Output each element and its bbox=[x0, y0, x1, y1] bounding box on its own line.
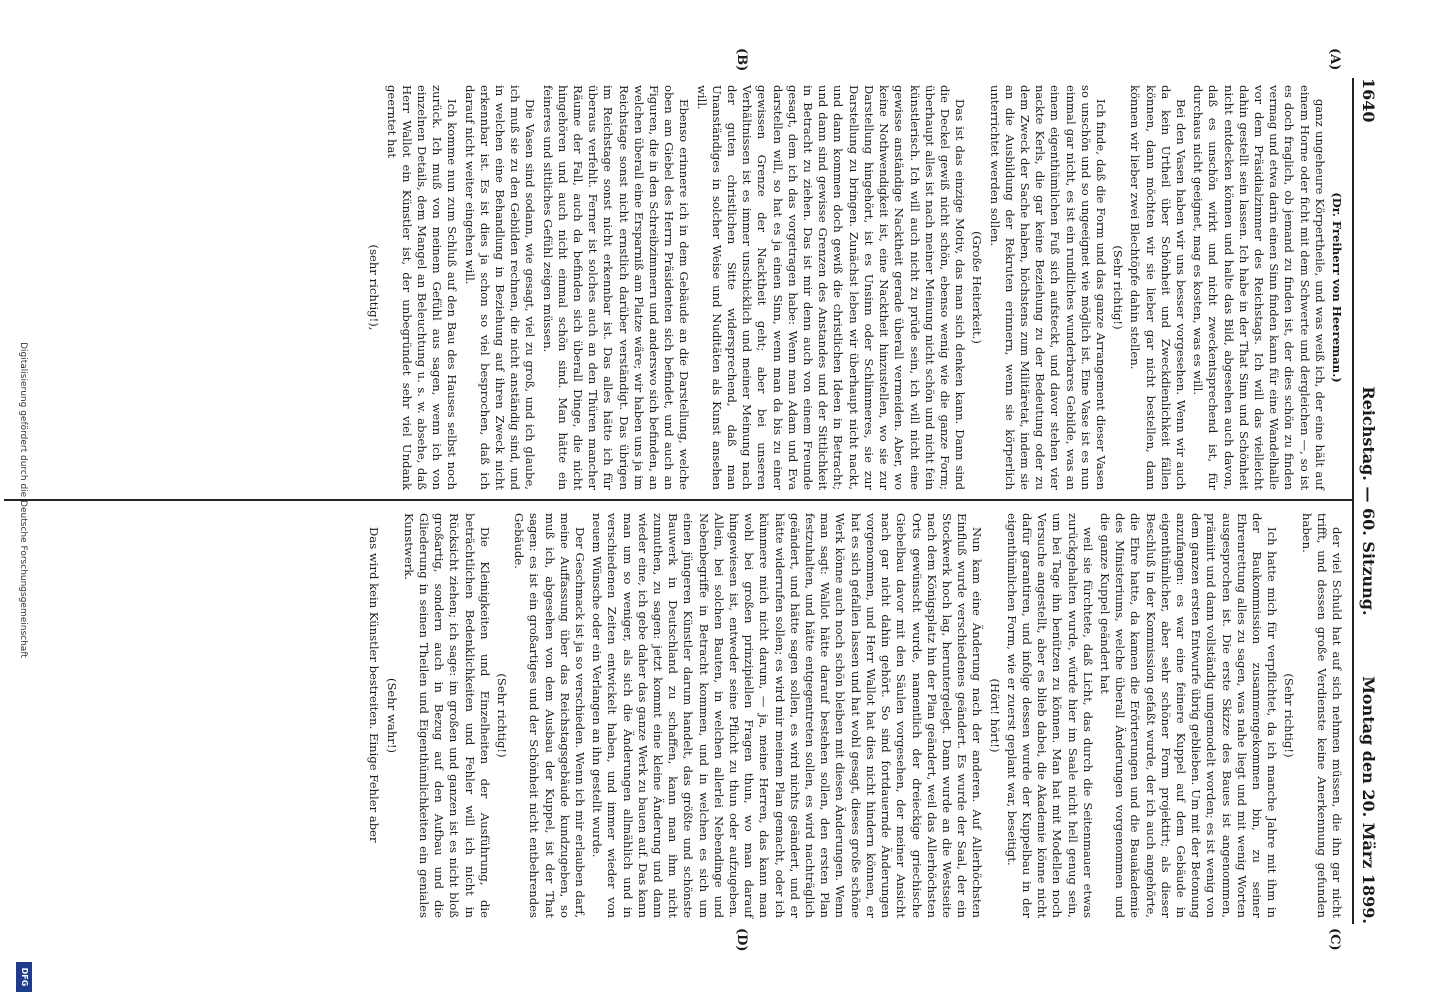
interjection: (sehr richtig!), bbox=[367, 244, 382, 331]
interjection: (Große Heiterkeit.) bbox=[970, 231, 985, 344]
paragraph: Ich finde, daß die Form und das ganze Arrangement dieser Vasen so unschön und so ungeeignet wie möglich ist. Eine Vase ist es nun einmal gar nicht, es ist ein rundliches wunderbares Gebilde, was an einem eigenthümlichen Fuß sich aufsteckt, und davor stehen vier nackte Kerls, die gar keine Beziehung zu der Bedeutung oder zu dem Zweck der Sache haben, höchstens zum Militäretat, indem sie an die Ausbildung der Rekruten erinnern, wenn sie körperlich unterrichtet werden sollen. bbox=[987, 85, 1108, 490]
paragraph: Die Kleinigkeiten und Einzelheiten der Ausführung, die beträchtlichen Bedenklichkeiten und Fehler will ich nicht in Rücksicht ziehen; ich sage: im großen und ganzen ist es nicht bloß großartig, sondern auch in Bezug auf den Aufbau und die Gliederung in seinen Theilen und Eigenthümlichkeiten ein geniales Kunstwerk. bbox=[401, 513, 492, 918]
interjection: (Sehr richtig!) bbox=[1111, 245, 1126, 330]
paragraph: Der Geschmack ist ja so verschieden. Wenn ich mir erlauben darf, meine Auffassung über das Reichstagsgebäude kundzugeben, so muß ich, abgesehen von dem Ausbau der Kuppel, ist der That sagen: es ist ein großartiges und der Schönheit nicht entbehrendes Gebäude. bbox=[512, 513, 588, 918]
column-divider bbox=[4, 499, 1354, 501]
dfg-logo: DFG bbox=[16, 962, 32, 992]
interjection: (Hört! hört!) bbox=[987, 678, 1002, 753]
interjection: (Sehr wahr!) bbox=[384, 677, 399, 754]
paragraph: Die Vasen sind sodann, wie gesagt, viel zu groß, und ich glaube, ich muß sie zu den Gebilden rechnen, die nicht anständig sind, und in welchen eine Behandlung in Beziehung auf ihren Zweck nicht erkennbar ist. Es ist dies ja schon so viel besprochen, daß ich darauf nicht weiter eingehen will. bbox=[462, 85, 538, 490]
margin-marker-d: (D) bbox=[734, 928, 749, 952]
margin-marker-c: (C) bbox=[1327, 928, 1342, 951]
paragraph: Nun kam eine Änderung nach der anderen. Auf Allerhöchsten Einfluß wurde verschiedenes geändert. Es wurde der Saal, der ein Stockwerk hoch lag, heruntergelegt. Dann wurde an die Westseite nach dem Königsplatz hin der Plan geändert, weil das Allerhöchsten Orts gewünscht wurde, namentlich der dreieckige griechische Giebelbau davor mit den Säulen vorgesehen, der meiner Ansicht nach gar nicht dahin gehört. So sind fortdauernde Änderungen vorgenommen, und Herr Wallot hat dies nicht hindern können, er hat es sich gefallen lassen und hat wohl gesagt, dieses große schöne Werk könne auch noch schön bleiben mit diesen Änderungen. Wenn man sagt: Wallot hätte darauf bestehen sollen, den ersten Plan festzuhalten, und hätte entgegentreten sollen, es wird nachträglich geändert, und hätte sagen sollen, es wird nichts geändert, und er hätte widerrufen sollen; es wird mir meinem Plan gemacht, oder ich kümmere mich nicht darum, — ja, meine Herren, das kann man wohl bei großen prinzipiellen Fragen thun, wo man darauf hingewiesen ist, entweder seine Pflicht zu thun oder aufzugeben. Allein, bei solchen Bauten, in welchen allerlei Nebendinge und Nebenbegriffe in Betracht kommen, und in welchen es sich um einen jüngeren Künstler darum handelt, das größte und schönste Bauwerk in Deutschland zu schaffen, kann man ihm nicht zumuthen, zu sagen: jetzt kommt eine kleine Änderung und dann wieder eine, ich gebe daher das ganze Werk zu bauen auf. Das kann man um so weniger, als sich die Änderungen allmählich und in verschiedenen Zeiten entwickelt haben, und immer wieder von neuem Wünsche oder ein Verlangen an ihn gestellt wurde. bbox=[590, 513, 985, 918]
speaker-line: (Dr. Freiherr von Heereman.) bbox=[1330, 192, 1344, 383]
margin-marker-b: (B) bbox=[734, 48, 749, 72]
sitting-date: Montag den 20. März 1899. bbox=[1359, 676, 1378, 924]
paragraph: der viel Schuld hat auf sich nehmen müssen, die ihn gar nicht trifft, und dessen große Verdienste keine Anerkennung gefunden haben. bbox=[1299, 513, 1344, 918]
interjection: (Sehr richtig!) bbox=[495, 673, 510, 758]
paragraph: Bei den Vasen haben wir uns besser vorgesehen. Wenn wir auch da kein Urtheil über Schönheit und Zweckdienlichkeit fällen können, dann möchten wir sie lieber gar nicht bestellen, dann können wir lieber zwei Blechtöpfe dahin stellen. bbox=[1128, 85, 1188, 490]
paragraph: ganz ungeheure Körpertheile, und was weiß ich, der eine hält auf einem Horne oder ficht mit dem Schwerte und dergleichen —, so ist es doch fraglich, ob jemand zu finden ist, der dies schön zu finden vermag und etwa darin einen Sinn finden kann für eine Wandelhalle vor dem Präsidialzimmer des Reichstags. Ich will das vielleicht dahin gestellt sein lassen. Ich habe in der That Sinn und Schönheit nicht entdecken können und halte das Bild, abgesehen auch davon, daß es unschön wirkt und nicht zweckentsprechend ist, für durchaus nicht geeignet, mag es kosten, was es will. bbox=[1191, 85, 1327, 490]
header-rule bbox=[1352, 78, 1354, 924]
paragraph: Das ist das einzige Motiv, das man sich denken kann. Dann sind die Deckel gewiß nicht schön, ebenso wenig wie die ganze Form; überhaupt alles ist nach meiner Meinung nicht schön und nicht fein künstlerisch. Ich will auch nicht zu prüde sein, ich will nicht eine gewisse anständige Nacktheit gerade überall vermeiden. Aber, wo keine Nothwendigkeit ist, eine Nacktheit hinzustellen, wo sie zur Darstellung hingehört, ist es Unsinn oder Schlimmeres, sie zur Darstellung zu bringen. Zunächst leben wir überhaupt nicht nackt, und dann kommen doch gewiß die christlichen Ideen in Betracht; und dann sind gewisse Grenzen des Anstandes und der Sittlichkeit in Betracht zu ziehen. Das ist mir denn auch von einem Freunde gesagt, dem ich das vorgetragen habe: Wenn man Adam und Eva darstellen will, so hat es ja einen Sinn, wenn man da bis zu einer gewissen Grenze der Nacktheit geht; aber bei unseren Verhältnissen ist es immer unschicklich und meiner Meinung nach der guten christlichen Sitte widersprechend, daß man Unanständiges in solcher Weise und Nuditäten als Kunst ansehen will. bbox=[694, 85, 968, 490]
page-number: 1640 bbox=[1359, 78, 1378, 123]
paragraph: Ich hatte mich für verpflichtet, da ich manche Jahre mit ihm in der Baukommission zusammengekommen bin, zu seiner Ehrenrettung alles zu sagen, was nahe liegt und mit wenig Worten ausgesprochen ist. Die erste Skizze des Baues ist angenommen, prämiirt und dann vollständig umgemodelt worden; es ist wenig von dem ganzen ersten Entwurfe übrig geblieben. Um mit der Betonung anzufangen: es war eine feinere Kuppel auf dem Gebäude in eigenthümlicher, aber sehr schöner Form projektirt; als dieser Beschluß in der Kommission gefaßt wurde, der ich auch angehörte, die Ehre hatte, da kamen die Erörterungen und die Bauakademie des Ministeriums, welche überall Änderungen vorgenommen und die ganze Kuppel geändert hat bbox=[1097, 513, 1280, 918]
left-column bbox=[364, 85, 1344, 490]
digitization-note: Digitalisierung gefördert durch die Deutsche Forschungsgemeinschaft bbox=[18, 342, 28, 658]
paragraph: Ich komme nun zum Schluß auf den Bau des Hauses selbst noch zurück. Ich muß von meinem Gefühl aus sagen, wenn ich von einzelnen Details, dem Mangel an Beleuchtung u. s. w. absehe, daß Herr Wallot ein Künstler ist, der unbegründet sehr viel Undank geerntet hat bbox=[384, 85, 460, 490]
paragraph: weil sie fürchtete, daß Licht, das durch die Seitenmauer etwas zurückgehalten wurde, würde hier im Saale nicht hell genug sein, um bei Tage ihn benützen zu können. Man hat mit Modellen noch Versuche angestellt, aber es blieb dabei, die Akademie könne nicht dafür garantiren, und infolge dessen wurde der Kuppelbau in der eigenthümlichen Form, wie er zuerst geplant war, beseitigt. bbox=[1004, 513, 1095, 918]
right-column bbox=[364, 513, 1344, 918]
margin-marker-a: (A) bbox=[1327, 48, 1342, 71]
interjection: (Sehr richtig!) bbox=[1282, 673, 1297, 758]
paragraph: Ebenso erinnere ich in dem Gebäude an die Darstellung, welche oben am Giebel des Herrn Präsidenten sich befindet, und auch an Figuren, die in den Schreibzimmern und anderswo sich befinden, an welchen überall eine Ersparniß am Platze wäre; wir haben uns ja im Reichstage sonst nicht ernstlich darüber verständigt. Das übrigen im Reichstage sonst nicht erkennbar ist. Das alles hätte ich für überaus verfehlt. Ferner ist solches auch an den Thüren mancher Räume der Fall, auch da befinden sich überall Dinge, die nicht hingehören und auch nicht einmal schön sind. Man hätte ein feineres und sittliches Gefühl zeigen müssen. bbox=[540, 85, 692, 490]
paragraph: Das wird kein Künstler bestreiten. Einige Fehler aber bbox=[367, 527, 382, 843]
running-title: Reichstag. — 60. Sitzung. bbox=[1359, 386, 1378, 616]
